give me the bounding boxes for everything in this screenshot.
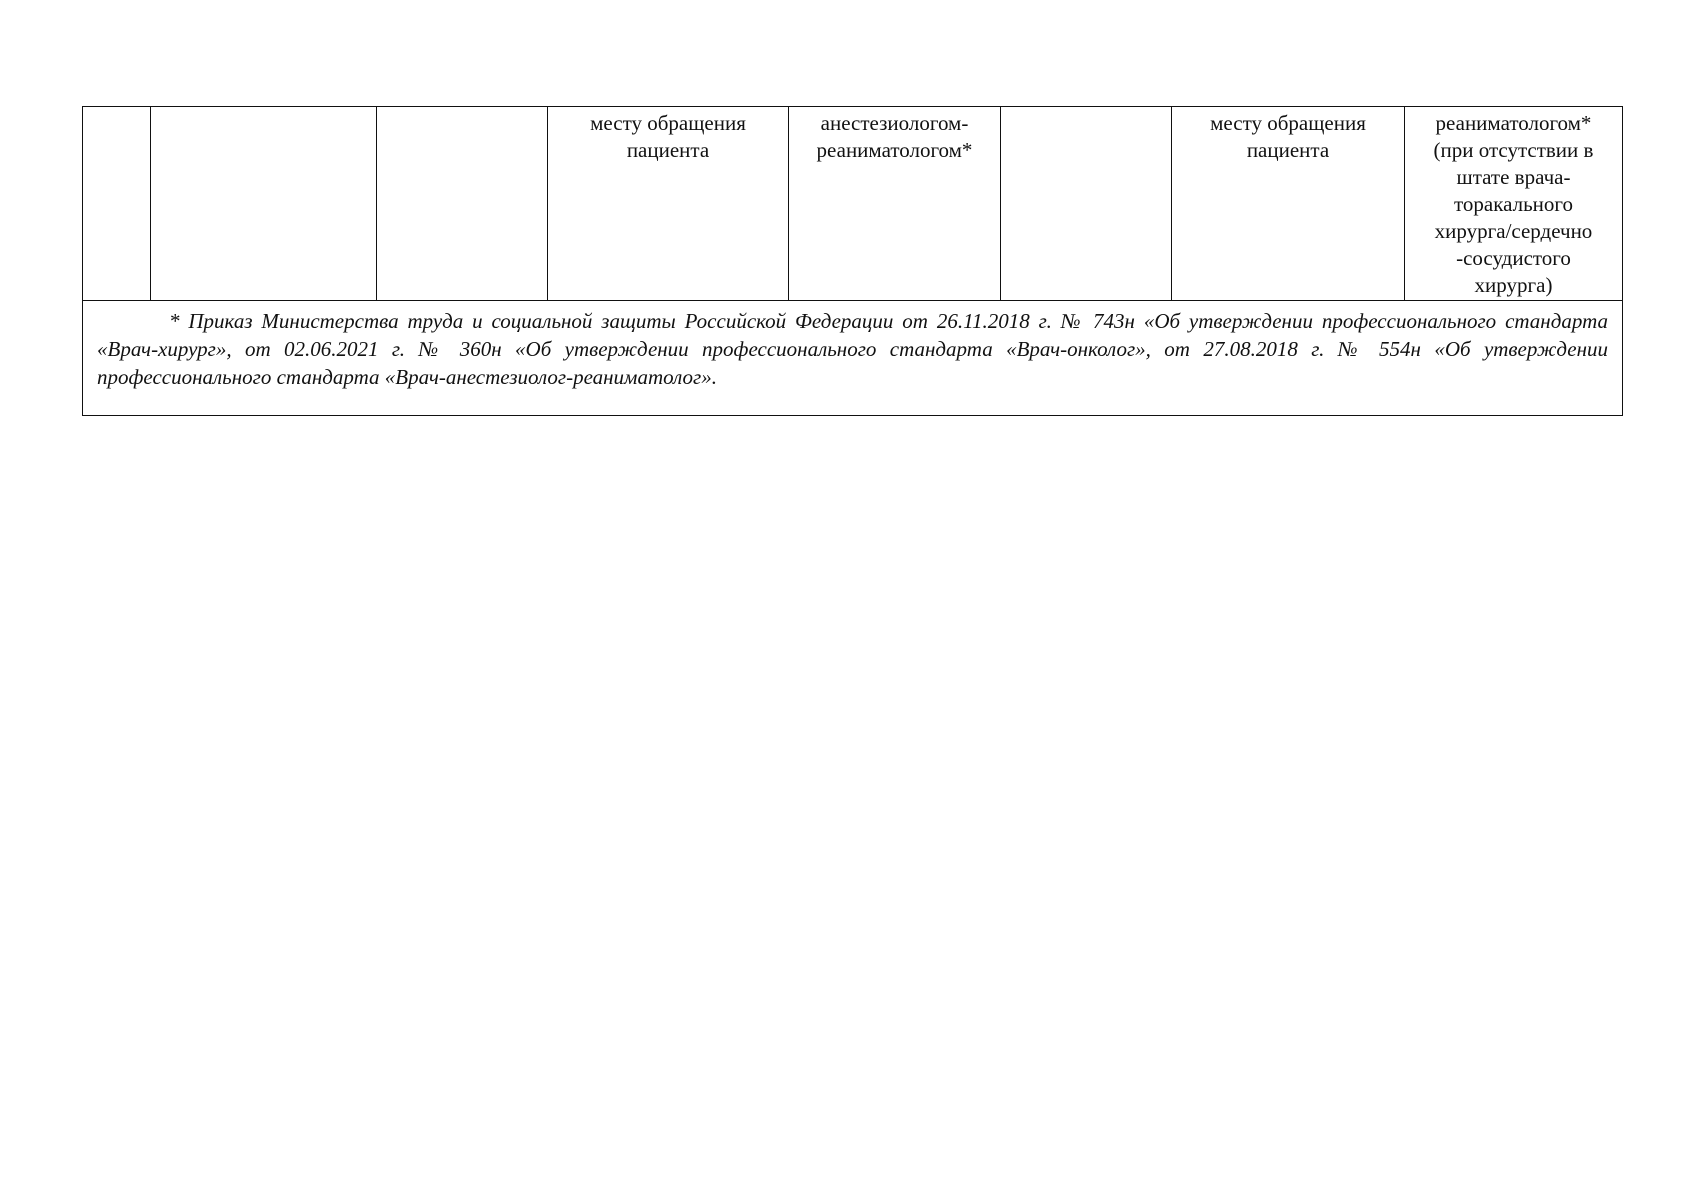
footnote-text: * Приказ Министерства труда и социальной защиты Российской Федерации от 26.11.2018 г. № 743н «Об утверждении профессионального стандарта «Врач-хирург», от 02.06.2021 г. № 360н «Об утверждении профессионального стандарта «Врач-онколог», от 27.08.2018 г. № 554н «Об утверждении профессионального стандарта «Врач-анестезиолог-реаниматолог». bbox=[97, 309, 1608, 389]
table-row bbox=[83, 107, 1623, 301]
table-cell-col8 bbox=[1405, 107, 1623, 301]
table-cell-col7 bbox=[1172, 107, 1405, 301]
table-cell-col3 bbox=[377, 107, 548, 301]
table-cell-col6 bbox=[1001, 107, 1172, 301]
table-cell-col2 bbox=[151, 107, 377, 301]
table-cell-col1 bbox=[83, 107, 151, 301]
cell-text-anesthesiologist: анестезиологом- реаниматологом* bbox=[816, 111, 973, 162]
footnote-cell bbox=[83, 301, 1623, 416]
cell-text-patient-place-2: месту обращения пациента bbox=[1210, 111, 1366, 162]
cell-text-patient-place: месту обращения пациента bbox=[590, 111, 746, 162]
table-cell-col4 bbox=[548, 107, 789, 301]
table-cell-col5 bbox=[789, 107, 1001, 301]
cell-text-resuscitator: реаниматологом* (при отсутствии в штате врача- торакального хирурга/сердечно -сосудистого хирурга) bbox=[1433, 111, 1594, 297]
document-table bbox=[82, 106, 1623, 416]
footnote-row bbox=[83, 301, 1623, 416]
